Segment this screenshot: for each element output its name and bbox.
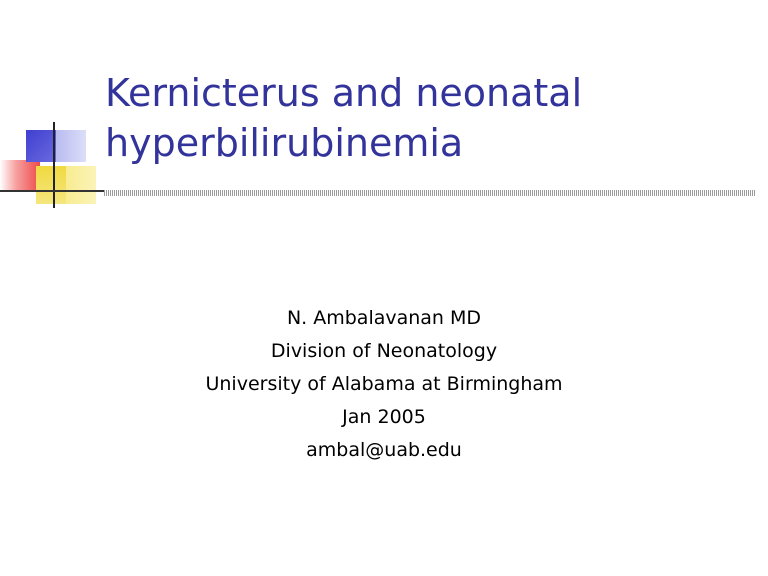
title-divider-rule bbox=[104, 190, 756, 196]
decorative-horizontal-line bbox=[0, 190, 110, 192]
decorative-light-blue-square bbox=[56, 130, 86, 162]
slide-title-line-1: Kernicterus and neonatal bbox=[105, 71, 583, 115]
author-name: N. Ambalavanan MD bbox=[286, 307, 482, 329]
presentation-date: Jan 2005 bbox=[342, 406, 426, 428]
decorative-red-square bbox=[0, 160, 40, 192]
slide-title bbox=[105, 68, 745, 168]
decorative-vertical-line bbox=[53, 122, 55, 208]
decorative-yellow-square-inner bbox=[36, 166, 66, 204]
author-email: ambal@uab.edu bbox=[306, 439, 462, 461]
author-institution: University of Alabama at Birmingham bbox=[205, 373, 563, 395]
slide-subtitle bbox=[120, 302, 648, 467]
decorative-blue-square bbox=[26, 130, 56, 162]
slide-title-line-2: hyperbilirubinemia bbox=[105, 121, 464, 165]
author-division: Division of Neonatology bbox=[270, 340, 498, 362]
